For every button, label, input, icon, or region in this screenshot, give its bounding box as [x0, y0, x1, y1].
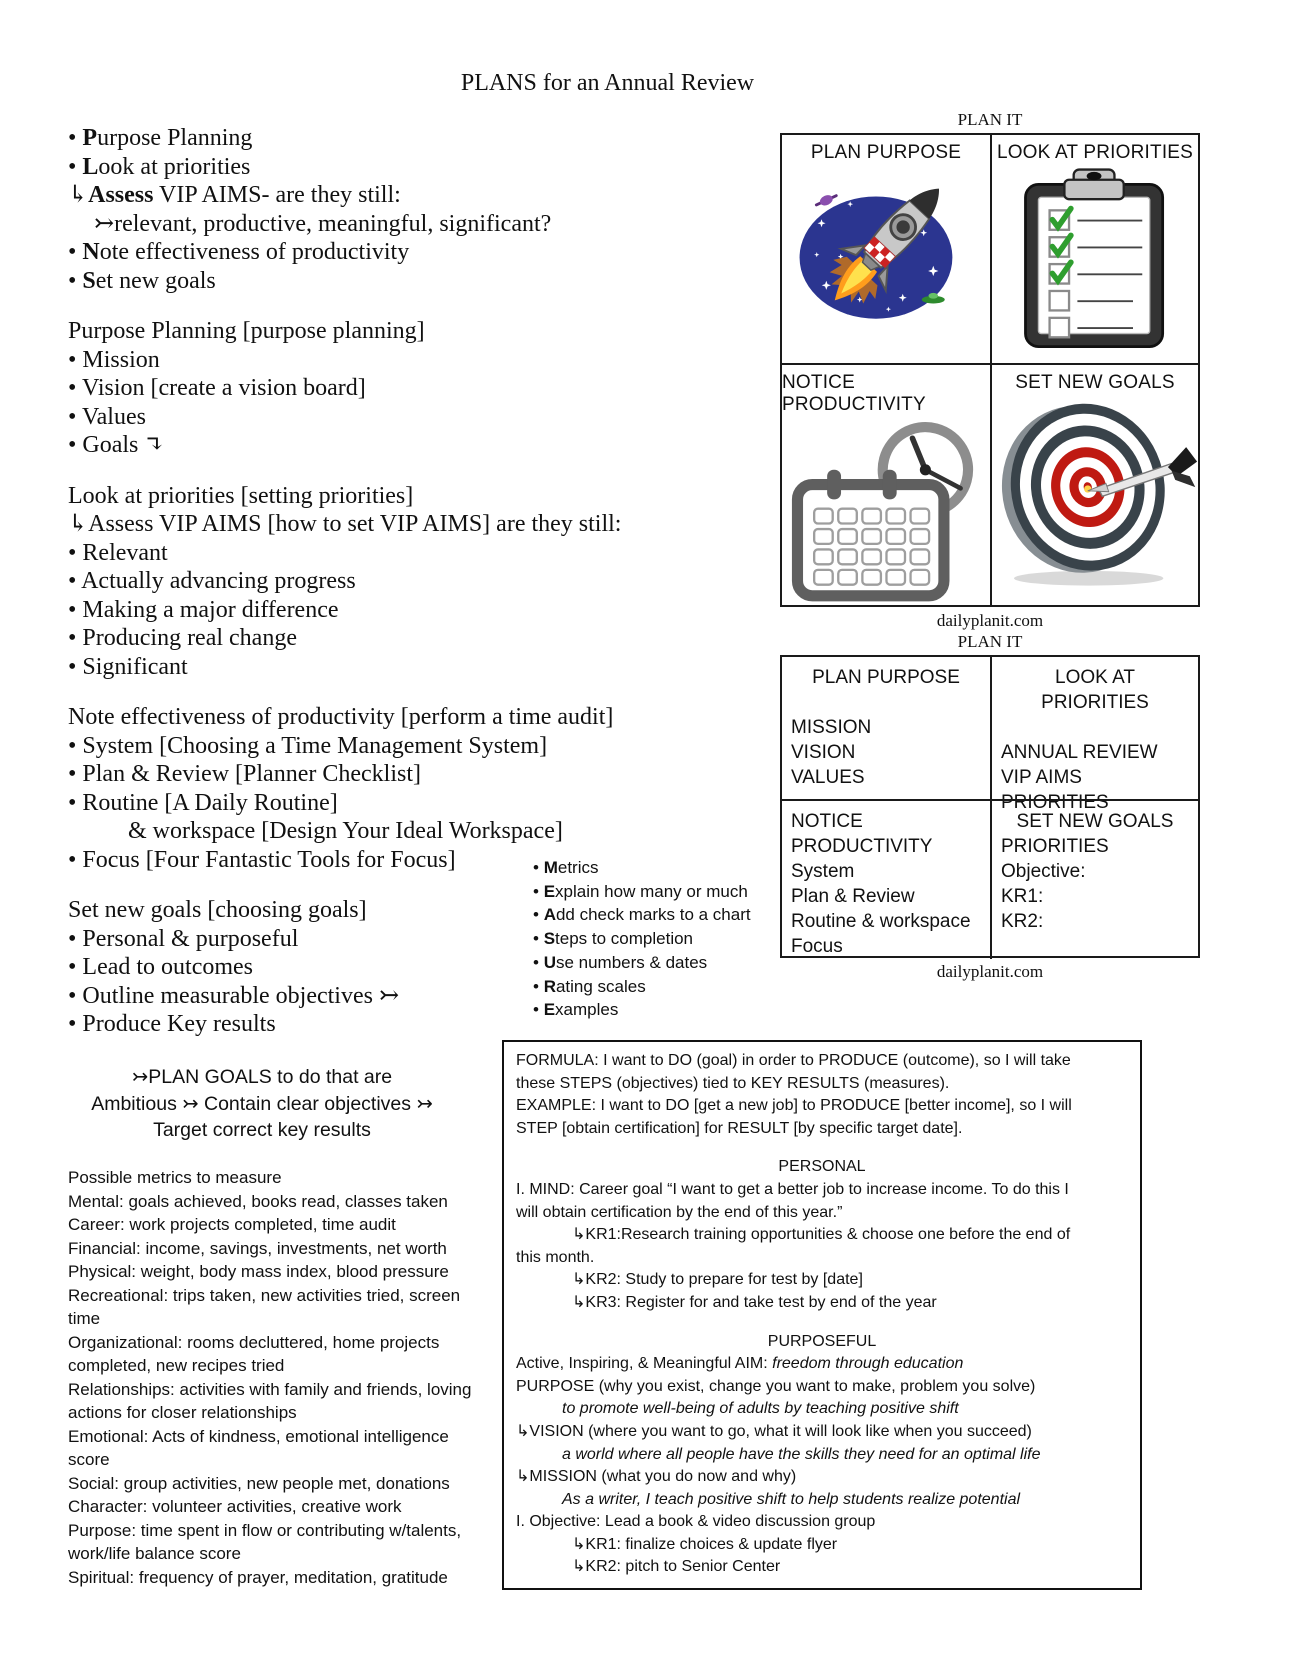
- cell-plan-purpose-text: [782, 657, 990, 799]
- metrics-list: [68, 1166, 488, 1589]
- plan-it-image-table: [780, 133, 1200, 607]
- site-caption-2: dailyplanit.com: [936, 962, 1044, 981]
- page-title: PLANS for an Annual Review: [460, 70, 755, 96]
- section-plans-acrostic: • Purpose Planning • Look at priorities ↳Assess VIP AIMS- are they still: ↣relevant, productive, meaningful, significant? • Note effectiveness of productivity • Set new goals: [68, 125, 552, 294]
- plan-it-title-2: PLAN IT: [957, 632, 1023, 651]
- cell-lines: System Plan & Review Routine & workspace Focus: [791, 861, 971, 957]
- plan-goals-note: ↣PLAN GOALS to do that are Ambitious ↣ Contain clear objectives ↣ Target correct key results: [91, 1066, 433, 1141]
- measures-list: • Metrics • Explain how many or much • Add check marks to a chart • Steps to completion • Use numbers & dates • Rating scales • Examples: [533, 858, 751, 1020]
- cell-set-new-goals-text: [990, 799, 1198, 959]
- section-look-at-priorities: Look at priorities [setting priorities] ↳Assess VIP AIMS [how to set VIP AIMS] are they still: • Relevant • Actually advancing progress • Making a major difference • Producing real change • Significant: [68, 482, 622, 680]
- rocket-icon: [788, 164, 984, 334]
- checklist-icon: [1015, 164, 1175, 354]
- site-caption-1: dailyplanit.com: [936, 611, 1044, 630]
- cell-header: SET NEW GOALS: [1016, 811, 1174, 832]
- cell-notice-productivity: [782, 363, 990, 606]
- cell-lines: ANNUAL REVIEW VIP AIMS PRIORITIES: [1001, 742, 1158, 813]
- plan-it-text-table: [780, 655, 1200, 958]
- plan-it-title-1: PLAN IT: [957, 110, 1023, 129]
- formula-box: FORMULA: I want to DO (goal) in order to PRODUCE (outcome), so I will take these STEPS (objectives) tied to KEY RESULTS (measures). EXAMPLE: I want to DO [get a new job] to PRODUCE [better income], so I will STEP [obtain certification] for RESULT [by specific target date]. PERSONAL I. MIND: Career goal “I want to get a better job to increase income. To do this I will obtain certification by the end of this year.” ↳KR1:Research training opportunities & choose one before the end of this month. ↳KR2: Study to prepare for test by [date] ↳KR3: Register for and take test by end of the year PURPOSEFUL Active, Inspiring, & Meaningful AIM: freedom through education PURPOSE (why you exist, change you want to make, problem you solve) to promote well-being of adults by teaching positive shift ↳VISION (where you want to go, what it will look like when you succeed) a world where all people have the skills they need for an optimal life ↳MISSION (what you do now and why) As a writer, I teach positive shift to help students realize potential I. Objective: Lead a book & video discussion group ↳KR1: finalize choices & update flyer ↳KR2: pitch to Senior Center: [502, 1040, 1142, 1590]
- cell-header: LOOK AT PRIORITIES: [1041, 667, 1149, 713]
- cell-look-at-priorities-label: LOOK AT PRIORITIES: [996, 142, 1194, 163]
- cell-plan-purpose-label: PLAN PURPOSE: [810, 142, 962, 163]
- cell-notice-productivity-text: [782, 799, 990, 959]
- calendar-clock-icon: [786, 416, 986, 606]
- cell-look-at-priorities: [990, 135, 1198, 363]
- cell-set-new-goals: [990, 363, 1198, 606]
- section-set-new-goals: Set new goals [choosing goals] • Personal & purposeful • Lead to outcomes • Outline measurable objectives ↣ • Produce Key results: [68, 897, 400, 1037]
- cell-header: PLAN PURPOSE: [812, 667, 960, 688]
- cell-plan-purpose: [782, 135, 990, 363]
- cell-notice-productivity-label: NOTICE PRODUCTIVITY: [782, 372, 926, 415]
- section-note-effectiveness: Note effectiveness of productivity [perform a time audit] • System [Choosing a Time Management System] • Plan & Review [Planner Checklist] • Routine [A Daily Routine] & workspace [Design Your Ideal Workspace] • Focus [Four Fantastic Tools for Focus]: [68, 704, 614, 873]
- cell-lines: MISSION VISION VALUES: [791, 717, 872, 788]
- metrics-entries: Mental: goals achieved, books read, classes taken Career: work projects completed, time audit Financial: income, savings, investments, net worth Physical: weight, body mass index, blood pressure Recreational: trips taken, new activities tried, screen time Organizational: rooms decluttered, home projects completed, new recipes tried Relationships: activities with family and friends, loving actions for closer relationships Emotional: Acts of kindness, emotional intelligence score Social: group activities, new people met, donations Character: volunteer activities, creative work Purpose: time spent in flow or contributing w/talents, work/life balance score Spiritual: frequency of prayer, meditation, gratitude: [68, 1191, 472, 1587]
- cell-lines: PRIORITIES Objective: KR1: KR2:: [1001, 836, 1109, 932]
- cell-set-new-goals-label: SET NEW GOALS: [1015, 372, 1175, 393]
- metrics-heading: Possible metrics to measure: [68, 1168, 282, 1187]
- cell-header: NOTICE PRODUCTIVITY: [791, 811, 933, 857]
- cell-look-at-priorities-text: [990, 657, 1198, 813]
- section-purpose-planning: Purpose Planning [purpose planning] • Mission • Vision [create a vision board] • Values • Goals ↴: [68, 318, 425, 458]
- target-icon: [993, 394, 1198, 594]
